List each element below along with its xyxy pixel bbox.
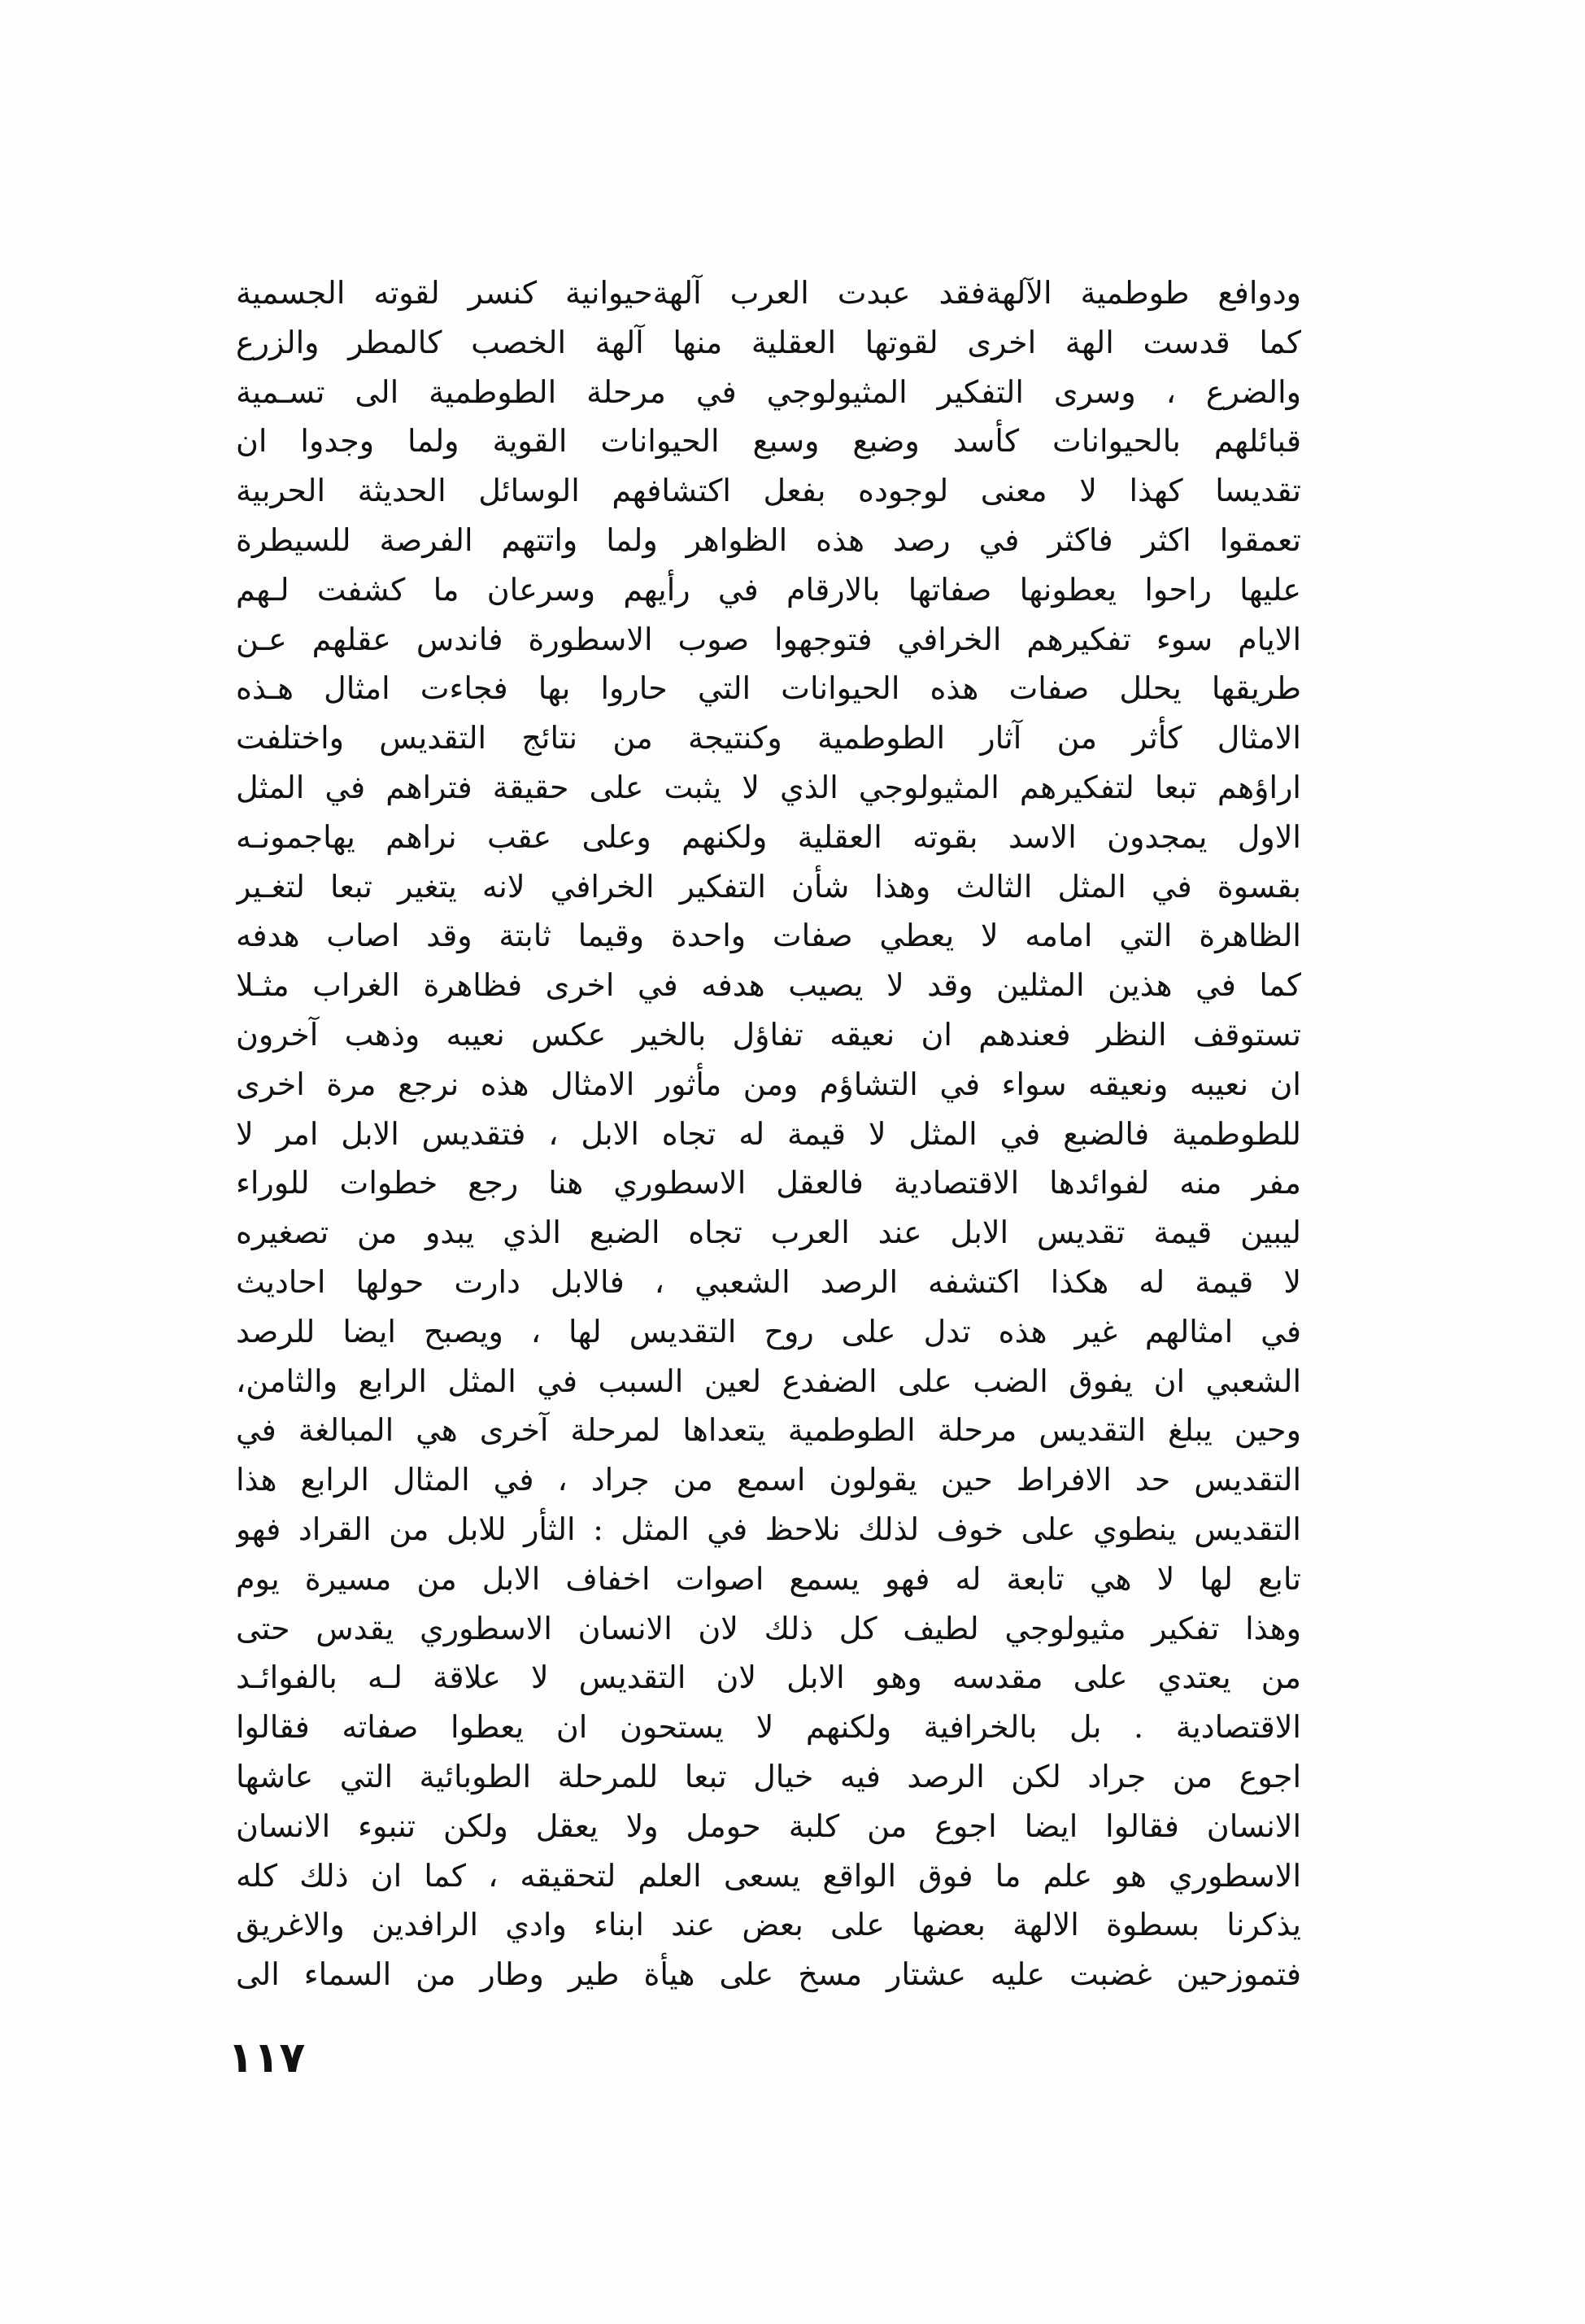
text-line: التقديس حد الافراط حين يقولون اسمع من جراد ، في المثال الرابع هذا — [236, 1462, 1301, 1498]
text-line: طريقها يحلل صفات هذه الحيوانات التي حاروا بها فجاءت امثال هـذه — [236, 670, 1301, 707]
text-line: للطوطمية فالضبع في المثل لا قيمة له تجاه الابل ، فتقديس الابل امر لا — [236, 1115, 1301, 1152]
text-line: الامثال كأثر من آثار الطوطمية وكنتيجة من نتائج التقديس واختلفت — [236, 720, 1301, 756]
text-line: اراؤهم تبعا لتفكيرهم المثيولوجي الذي لا يثبت على حقيقة فتراهم في المثل — [236, 769, 1301, 805]
text-line: وحين يبلغ التقديس مرحلة الطوطمية يتعداها لمرحلة آخرى هي المبالغة في — [236, 1412, 1301, 1449]
text-line: الانسان فقالوا ايضا اجوع من كلبة حومل ولا يعقل ولكن تنبوء الانسان — [236, 1807, 1301, 1844]
page-number: ١١٧ — [228, 2034, 306, 2082]
text-line: عليها راحوا يعطونها صفاتها بالارقام في رأيهم وسرعان ما كشفت لـهم — [236, 571, 1301, 608]
text-line: يذكرنا بسطوة الالهة بعضها على بعض عند ابناء وادي الرافدين والاغريق — [236, 1907, 1301, 1943]
text-line: ودوافع طوطمية الآلهةفقد عبدت العرب آلهةحيوانية كنسر لقوته الجسمية — [236, 275, 1301, 311]
text-line: اجوع من جراد لكن الرصد فيه خيال تبعا للمرحلة الطوبائية التي عاشها — [236, 1758, 1301, 1794]
text-line: بقسوة في المثل الثالث وهذا شأن التفكير الخرافي لانه يتغير تبعا لتغـير — [236, 868, 1301, 905]
text-line: من يعتدي على مقدسه وهو الابل لان التقديس لا علاقة لـه بالفوائـد — [236, 1659, 1301, 1696]
text-line: الاسطوري هو علم ما فوق الواقع يسعى العلم لتحقيقه ، كما ان ذلك كله — [236, 1857, 1301, 1894]
body-text — [236, 268, 1301, 1999]
text-line: كما في هذين المثلين وقد لا يصيب هدفه في اخرى فظاهرة الغراب مثـلا — [236, 967, 1301, 1004]
text-line: التقديس ينطوي على خوف لذلك نلاحظ في المثل : الثأر للابل من القراد فهو — [236, 1511, 1301, 1547]
text-line: الظاهرة التي امامه لا يعطي صفات واحدة وقيما ثابتة وقد اصاب هدفه — [236, 918, 1301, 954]
text-line: والضرع ، وسرى التفكير المثيولوجي في مرحلة الطوطمية الى تسـمية — [236, 373, 1301, 410]
text-line: الاول يمجدون الاسد بقوته العقلية ولكنهم وعلى عقب نراهم يهاجمونـه — [236, 818, 1301, 855]
text-line: ان نعيبه ونعيقه سواء في التشاؤم ومن مأثور الامثال هذه نرجع مرة اخرى — [236, 1066, 1301, 1102]
text-line: لا قيمة له هكذا اكتشفه الرصد الشعبي ، فالابل دارت حولها احاديث — [236, 1263, 1301, 1300]
text-line: تابع لها لا هي تابعة له فهو يسمع اصوات اخفاف الابل من مسيرة يوم — [236, 1560, 1301, 1597]
text-line: في امثالهم غير هذه تدل على روح التقديس لها ، ويصبح ايضا للرصد — [236, 1313, 1301, 1349]
text-line: الايام سوء تفكيرهم الخرافي فتوجهوا صوب الاسطورة فاندس عقلهم عـن — [236, 621, 1301, 657]
text-line: تعمقوا اكثر فاكثر في رصد هذه الظواهر ولما واتتهم الفرصة للسيطرة — [236, 521, 1301, 558]
text-line: تقديسا كهذا لا معنى لوجوده بفعل اكتشافهم الوسائل الحديثة الحربية — [236, 473, 1301, 509]
text-line: كما قدست الهة اخرى لقوتها العقلية منها آلهة الخصب كالمطر والزرع — [236, 324, 1301, 360]
text-line: الاقتصادية . بل بالخرافية ولكنهم لا يستحون ان يعطوا صفاته فقالوا — [236, 1709, 1301, 1746]
text-line: مفر منه لفوائدها الاقتصادية فالعقل الاسطوري هنا رجع خطوات للوراء — [236, 1165, 1301, 1201]
text-line: وهذا تفكير مثيولوجي لطيف كل ذلك لان الانسان الاسطوري يقدس حتى — [236, 1610, 1301, 1646]
text-line: ليبين قيمة تقديس الابل عند العرب تجاه الضبع الذي يبدو من تصغيره — [236, 1214, 1301, 1251]
text-line: الشعبي ان يفوق الضب على الضفدع لعين السبب في المثل الرابع والثامن، — [236, 1363, 1301, 1399]
text-line: فتموزحين غضبت عليه عشتار مسخ على هيأة طير وطار من السماء الى — [236, 1956, 1301, 1993]
text-line: تستوقف النظر فعندهم ان نعيقه تفاؤل بالخير عكس نعيبه وذهب آخرون — [236, 1016, 1301, 1053]
text-line: قبائلهم بالحيوانات كأسد وضبع وسبع الحيوانات القوية ولما وجدوا ان — [236, 423, 1301, 460]
